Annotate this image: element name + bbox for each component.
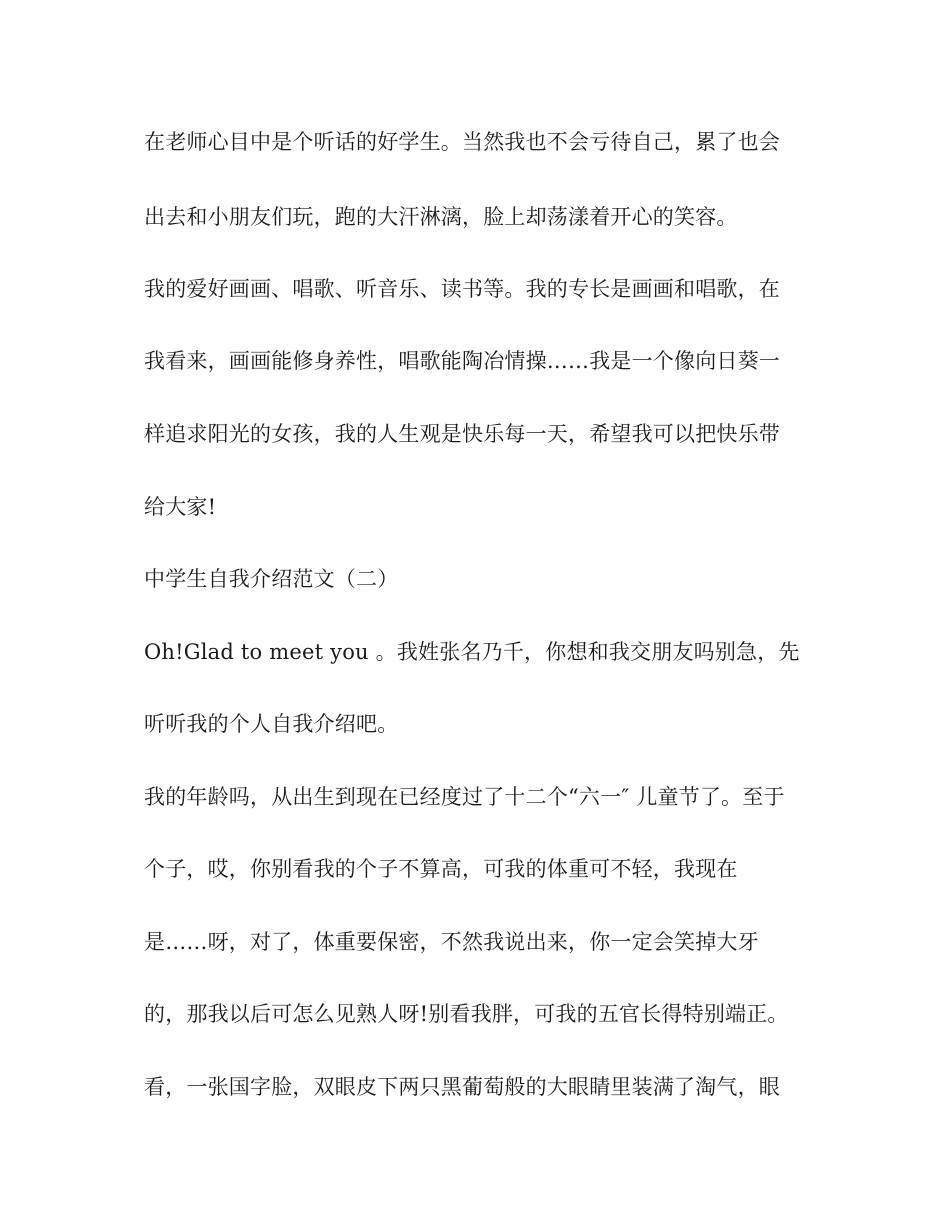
text-line: Oh!Glad to meet you 。我姓张名乃千，你想和我交朋友吗别急，先 xyxy=(144,640,800,664)
text-line: 看，一张国字脸，双眼皮下两只黑葡萄般的大眼睛里装满了淘气，眼 xyxy=(144,1075,780,1099)
text-line: 是……呀，对了，体重要保密，不然我说出来，你一定会笑掉大牙 xyxy=(144,930,759,954)
text-line: 给大家! xyxy=(144,495,217,519)
text-line: 我的爱好画画、唱歌、听音乐、读书等。我的专长是画画和唱歌，在 xyxy=(144,277,780,301)
text-line: 我的年龄吗，从出生到现在已经度过了十二个“六一″ 儿童节了。至于 xyxy=(144,785,785,809)
text-line: 样追求阳光的女孩，我的人生观是快乐每一天，希望我可以把快乐带 xyxy=(144,422,780,446)
text-line: 的，那我以后可怎么见熟人呀!别看我胖，可我的五官长得特别端正。 xyxy=(144,1002,789,1026)
text-line: 听听我的个人自我介绍吧。 xyxy=(144,712,399,736)
text-line: 出去和小朋友们玩，跑的大汗淋漓，脸上却荡漾着开心的笑容。 xyxy=(144,205,738,229)
section-heading: 中学生自我介绍范文（二） xyxy=(144,567,399,591)
text-line: 我看来，画画能修身养性，唱歌能陶冶情操……我是一个像向日葵一 xyxy=(144,349,780,373)
text-line: 在老师心目中是个听话的好学生。当然我也不会亏待自己，累了也会 xyxy=(144,130,780,154)
text-line: 个子，哎，你别看我的个子不算高，可我的体重可不轻，我现在 xyxy=(144,857,738,881)
